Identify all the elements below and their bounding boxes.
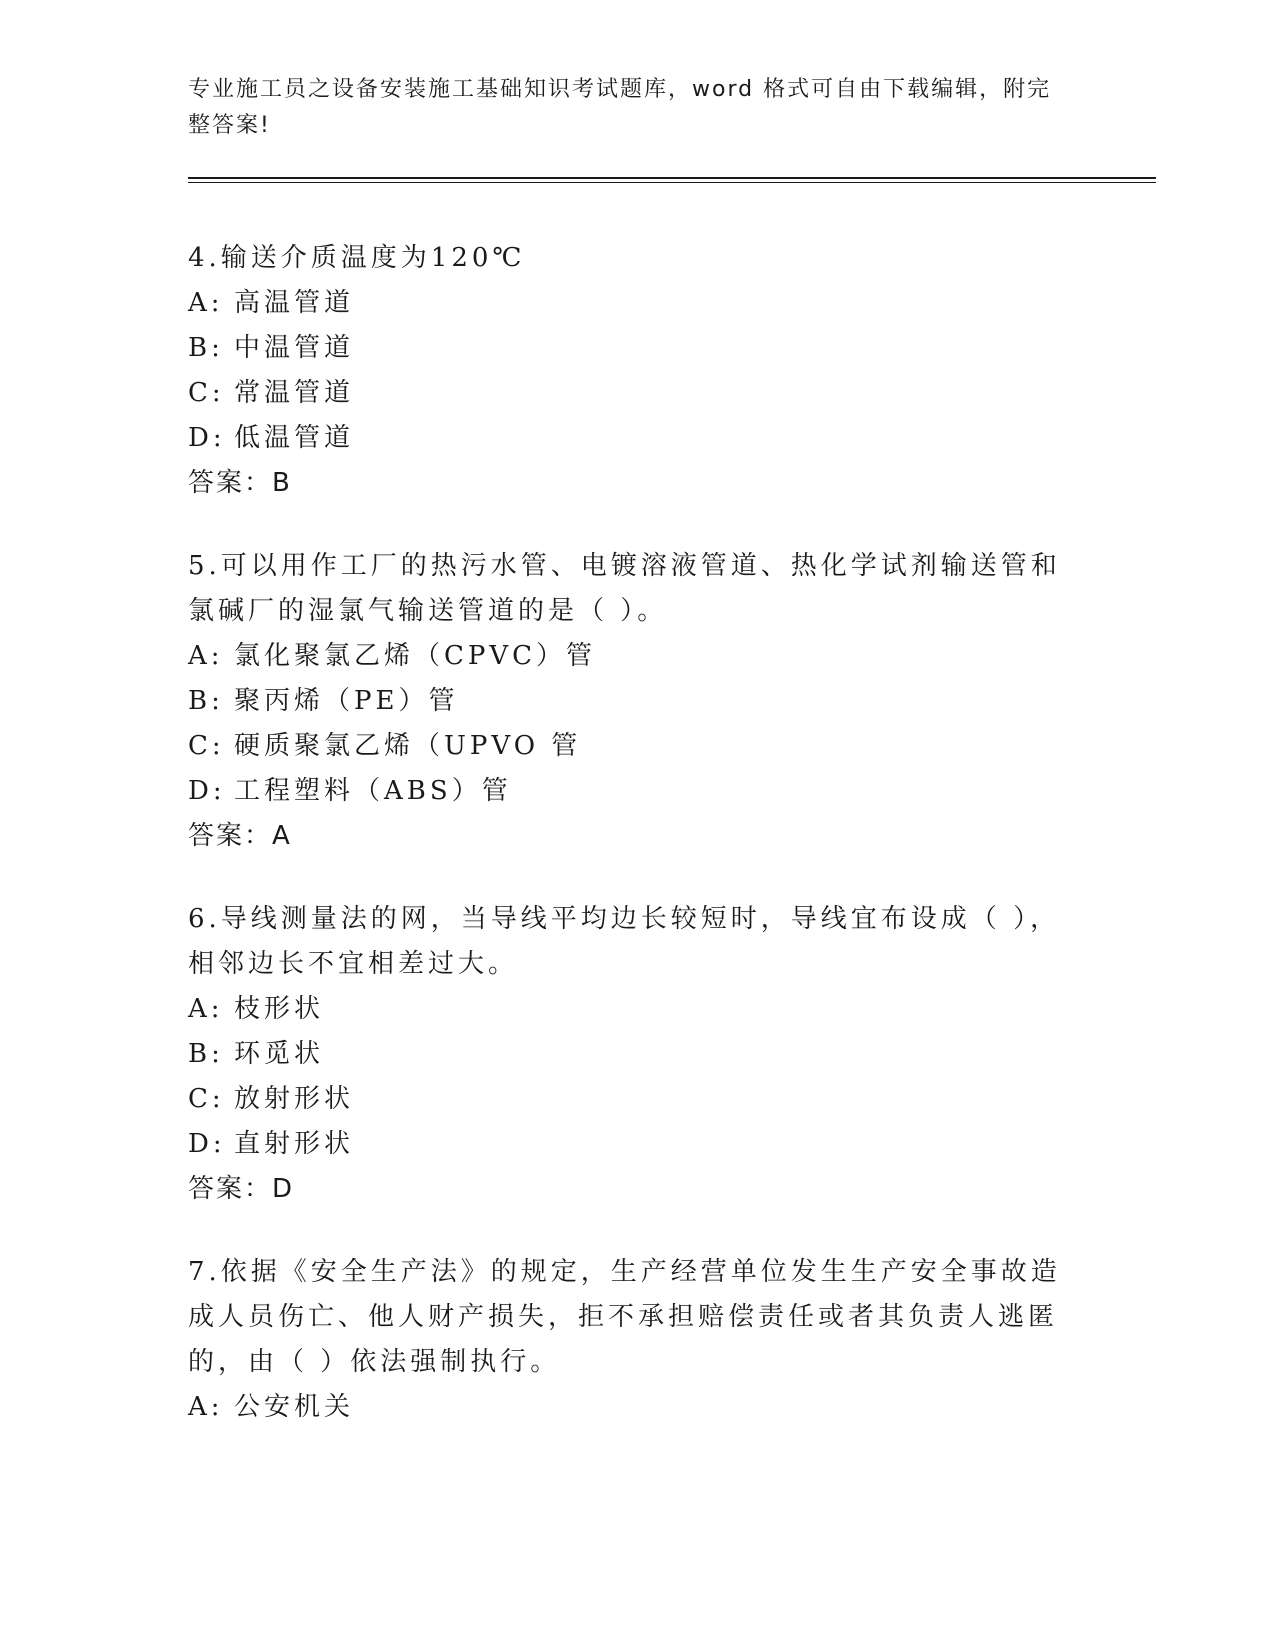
option-key: C: bbox=[188, 378, 225, 408]
option-key: A: bbox=[188, 641, 224, 671]
option-c bbox=[188, 1077, 1088, 1122]
option-a bbox=[188, 987, 1088, 1032]
option-d bbox=[188, 769, 1088, 814]
header-divider-thick bbox=[188, 177, 1156, 179]
option-key: B: bbox=[188, 1039, 224, 1069]
option-text: 常温管道 bbox=[234, 378, 355, 408]
answer-line: 答案：B bbox=[188, 468, 292, 498]
option-text: 低温管道 bbox=[234, 423, 355, 453]
option-key: D: bbox=[188, 423, 226, 453]
question-6 bbox=[188, 897, 1088, 1212]
header-divider-thin bbox=[188, 182, 1156, 183]
option-key: A: bbox=[188, 288, 224, 318]
option-key: D: bbox=[188, 776, 226, 806]
option-b bbox=[188, 326, 1088, 371]
option-d bbox=[188, 1122, 1088, 1167]
option-key: C: bbox=[188, 731, 225, 761]
option-c bbox=[188, 371, 1088, 416]
option-c bbox=[188, 724, 1088, 769]
option-key: A: bbox=[188, 994, 224, 1024]
question-7 bbox=[188, 1250, 1088, 1430]
option-text: 公安机关 bbox=[234, 1392, 355, 1422]
option-a bbox=[188, 281, 1088, 326]
answer-line: 答案：A bbox=[188, 821, 292, 851]
option-a bbox=[188, 634, 1088, 679]
option-key: D: bbox=[188, 1129, 226, 1159]
option-text: 工程塑料（ABS）管 bbox=[234, 776, 512, 806]
question-stem: 5.可以用作工厂的热污水管、电镀溶液管道、热化学试剂输送管和氯碱厂的湿氯气输送管道的是（ ）。 bbox=[188, 551, 1061, 626]
option-text: 放射形状 bbox=[234, 1084, 355, 1114]
option-text: 直射形状 bbox=[234, 1129, 355, 1159]
question-5 bbox=[188, 544, 1088, 859]
option-b bbox=[188, 1032, 1088, 1077]
option-a bbox=[188, 1385, 1088, 1430]
option-text: 中温管道 bbox=[234, 333, 355, 363]
option-text: 高温管道 bbox=[234, 288, 355, 318]
answer-line: 答案：D bbox=[188, 1174, 295, 1204]
question-list bbox=[188, 236, 1088, 1468]
option-d bbox=[188, 416, 1088, 461]
option-text: 硬质聚氯乙烯（UPVO 管 bbox=[234, 731, 582, 761]
option-b bbox=[188, 679, 1088, 724]
option-key: A: bbox=[188, 1392, 224, 1422]
option-text: 环觅状 bbox=[234, 1039, 325, 1069]
option-key: B: bbox=[188, 333, 224, 363]
option-text: 枝形状 bbox=[234, 994, 325, 1024]
option-key: B: bbox=[188, 686, 224, 716]
option-key: C: bbox=[188, 1084, 225, 1114]
option-text: 氯化聚氯乙烯（CPVC）管 bbox=[234, 641, 597, 671]
question-stem: 6.导线测量法的网，当导线平均边长较短时，导线宜布设成（ ），相邻边长不宜相差过大。 bbox=[188, 904, 1061, 979]
question-stem: 4.输送介质温度为120℃ bbox=[188, 243, 526, 273]
question-stem: 7.依据《安全生产法》的规定，生产经营单位发生生产安全事故造成人员伤亡、他人财产损失，拒不承担赔偿责任或者其负责人逃匿的，由（ ）依法强制执行。 bbox=[188, 1257, 1061, 1377]
document-header: 专业施工员之设备安装施工基础知识考试题库，word 格式可自由下载编辑，附完整答案! bbox=[188, 77, 1052, 138]
question-4 bbox=[188, 236, 1088, 506]
option-text: 聚丙烯（PE）管 bbox=[234, 686, 459, 716]
